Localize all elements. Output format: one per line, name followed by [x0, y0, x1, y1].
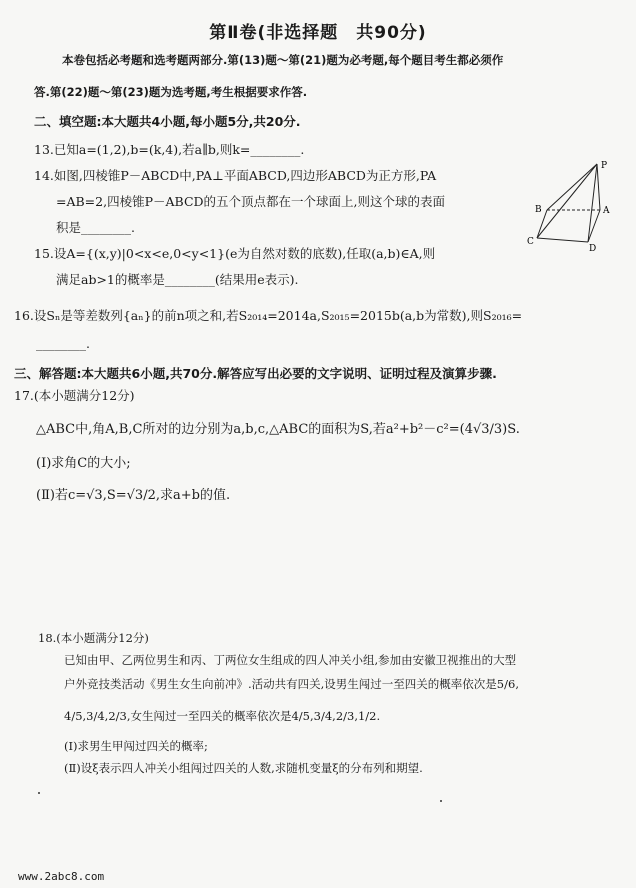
question-14-line-2: =AB=2,四棱锥P－ABCD的五个顶点都在一个球面上,则这个球的表面 [56, 194, 446, 209]
question-18-line-2: 户外竞技类活动《男生女生向前冲》.活动共有四关,设男生闯过一至四关的概率依次是5/6, [64, 677, 519, 691]
question-18-line-3: 4/5,3/4,2/3,女生闯过一至四关的概率依次是4/5,3/4,2/3,1/2. [64, 709, 381, 723]
question-16-line-2: ________. [36, 336, 90, 351]
pyramid-figure [525, 160, 620, 255]
question-14-line-1: 14.如图,四棱锥P－ABCD中,PA⊥平面ABCD,四边形ABCD为正方形,PA [34, 168, 437, 183]
label-a: A [603, 206, 610, 216]
intro-line-2: 答.第(22)题～第(23)题为选考题,考生根据要求作答. [34, 85, 308, 99]
question-18-line-1: 已知由甲、乙两位男生和丙、丁两位女生组成的四人冲关小组,参加由安徽卫视推出的大型 [64, 653, 517, 667]
question-18-part-2: (Ⅱ)设ξ表示四人冲关小组闯过四关的人数,求随机变量ξ的分布列和期望. [64, 761, 423, 775]
edge-cd [537, 238, 588, 242]
edge-pb [547, 164, 597, 210]
question-17-part-2: (Ⅱ)若c=√3,S=√3/2,求a+b的值. [36, 488, 231, 503]
label-d: D [589, 244, 597, 254]
question-14-line-3: 积是________. [56, 220, 135, 235]
label-b: B [535, 205, 542, 215]
question-17-part-1: (Ⅰ)求角C的大小; [36, 456, 131, 471]
page-title: 第Ⅱ卷(非选择题 共90分) [209, 23, 427, 43]
question-18-part-1: (Ⅰ)求男生甲闯过四关的概率; [64, 739, 208, 753]
question-15-line-2: 满足ab>1的概率是________(结果用e表示). [56, 272, 299, 287]
watermark: www.2abc8.com [18, 870, 105, 883]
question-15-line-1: 15.设A={(x,y)|0<x<e,0<y<1}(e为自然对数的底数),任取(a,b)∈A,则 [34, 246, 436, 261]
solution-heading: 三、解答题:本大题共6小题,共70分.解答应写出必要的文字说明、证明过程及演算步骤. [14, 366, 497, 381]
question-13: 13.已知a=(1,2),b=(k,4),若a∥b,则k=________. [34, 142, 305, 157]
question-18-header: 18.(本小题满分12分) [38, 631, 149, 645]
edge-pc [537, 164, 597, 238]
label-c: C [527, 237, 534, 247]
question-16-line-1: 16.设Sₙ是等差数列{aₙ}的前n项之和,若S₂₀₁₄=2014a,S₂₀₁₅=2015b(a,b为常数),则S₂₀₁₆= [14, 308, 523, 323]
edge-pa [597, 164, 600, 210]
intro-line-1: 本卷包括必考题和选考题两部分.第(13)题～第(21)题为必考题,每个题目考生都必须作 [62, 53, 504, 67]
label-p: P [601, 161, 608, 171]
question-17-header: 17.(本小题满分12分) [14, 388, 135, 403]
scan-speck [440, 800, 442, 802]
scan-speck [38, 792, 40, 794]
fill-in-heading: 二、填空题:本大题共4小题,每小题5分,共20分. [34, 114, 301, 129]
question-17-line-1: △ABC中,角A,B,C所对的边分别为a,b,c,△ABC的面积为S,若a²+b²－c²=(4√3/3)S. [36, 422, 520, 437]
